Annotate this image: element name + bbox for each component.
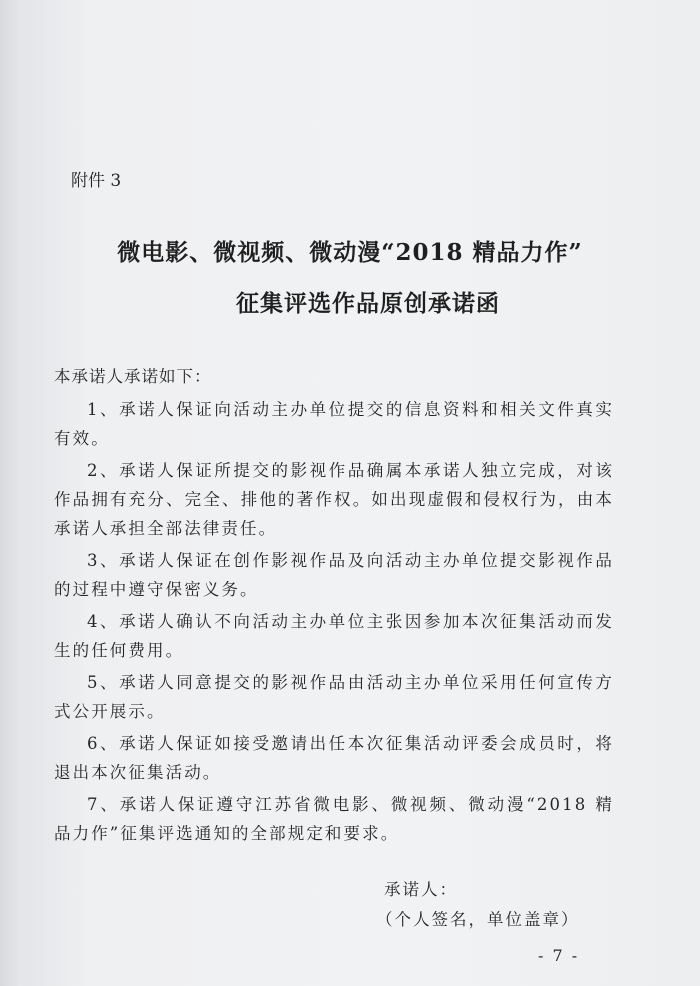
commitment-item-6: 6、承诺人保证如接受邀请出任本次征集活动评委会成员时，将退出本次征集活动。 bbox=[54, 734, 614, 782]
intro-text: 本承诺人承诺如下： bbox=[54, 367, 212, 386]
signer-label: 承诺人： bbox=[384, 880, 458, 899]
commitment-item-2: 2、承诺人保证所提交的影视作品确属本承诺人独立完成，对该作品拥有充分、完全、排他的著作权。如出现虚假和侵权行为，由本承诺人承担全部法律责任。 bbox=[54, 461, 614, 538]
commitment-item-1: 1、承诺人保证向活动主办单位提交的信息资料和相关文件真实有效。 bbox=[54, 400, 614, 448]
document-body bbox=[54, 362, 614, 851]
commitment-item-5: 5、承诺人同意提交的影视作品由活动主办单位采用任何宣传方式公开展示。 bbox=[54, 673, 614, 721]
page-number: - 7 - bbox=[538, 946, 580, 965]
document-title-line-1: 微电影、微视频、微动漫“2018 精品力作” bbox=[117, 239, 583, 266]
commitment-item-3: 3、承诺人保证在创作影视作品及向活动主办单位提交影视作品的过程中遵守保密义务。 bbox=[54, 551, 614, 599]
document-title-line-2: 征集评选作品原创承诺函 bbox=[236, 290, 500, 317]
commitment-item-7: 7、承诺人保证遵守江苏省微电影、微视频、微动漫“2018 精品力作”征集评选通知的全部规定和要求。 bbox=[54, 795, 614, 843]
page-binding-edge bbox=[0, 0, 23, 986]
signature-note: （个人签名，单位盖章） bbox=[376, 910, 580, 929]
commitment-item-4: 4、承诺人确认不向活动主办单位主张因参加本次征集活动而发生的任何费用。 bbox=[54, 612, 614, 660]
attachment-label: 附件 3 bbox=[71, 171, 122, 191]
